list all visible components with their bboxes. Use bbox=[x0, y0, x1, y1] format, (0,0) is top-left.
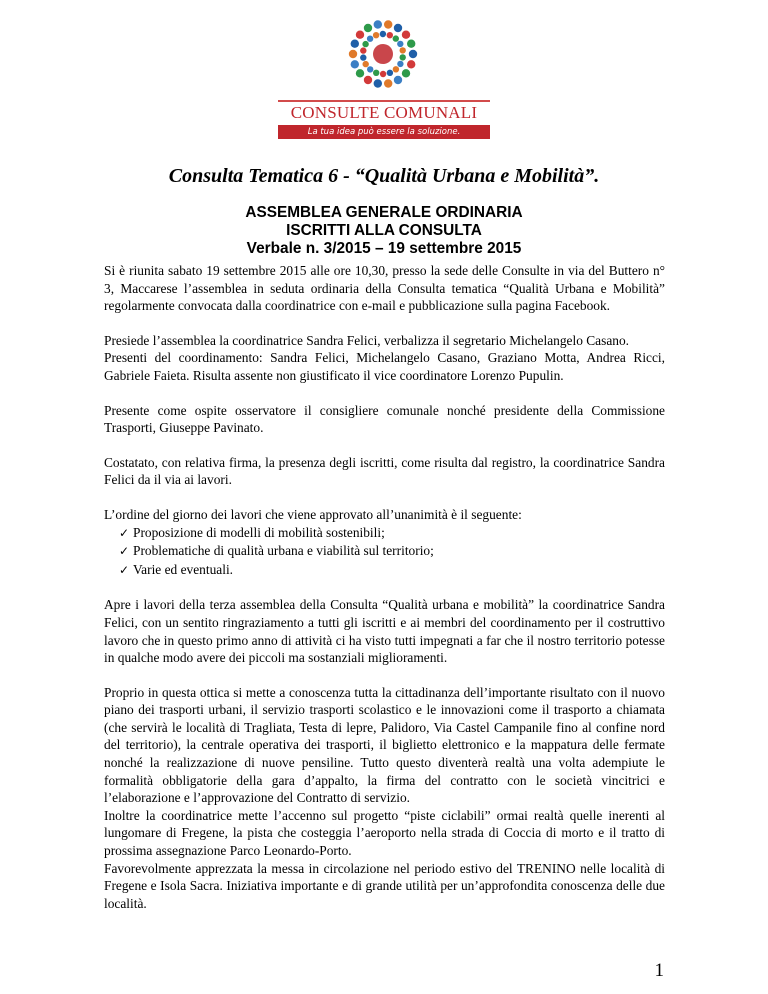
paragraph-meeting-intro: Si è riunita sabato 19 settembre 2015 alle ore 10,30, presso la sede delle Consulte in via del Buttero n° 3, Maccarese l’assemblea in seduta ordinaria della Consulta tematica “Qualità Urbana e Mobilità” regolarmente convocata dalla coordinatrice con e-mail e pubblicazione sulla pagina Facebook. bbox=[104, 263, 665, 314]
agenda-item bbox=[119, 561, 665, 580]
document-title: Consulta Tematica 6 - “Qualità Urbana e Mobilità”. bbox=[168, 165, 600, 187]
agenda-item-text: Varie ed eventuali. bbox=[133, 561, 234, 577]
agenda-item-text: Problematiche di qualità urbana e viabilità sul territorio; bbox=[133, 543, 434, 559]
agenda-item bbox=[119, 542, 665, 561]
agenda-item bbox=[119, 524, 665, 543]
checkmark-icon: ✓ bbox=[119, 525, 130, 540]
agenda-item-text: Proposizione di modelli di mobilità sostenibili; bbox=[133, 524, 385, 540]
agenda-list bbox=[119, 524, 665, 580]
paragraph-agenda-intro: L’ordine del giorno dei lavori che viene approvato all’unanimità è il seguente: bbox=[104, 506, 522, 522]
page-number: 1 bbox=[654, 960, 664, 981]
consulte-comunali-logo-icon bbox=[320, 12, 446, 96]
checkmark-icon: ✓ bbox=[119, 562, 130, 577]
paragraph-trenino: Favorevolmente apprezzata la messa in circolazione nel periodo estivo del TRENINO nelle località di Fregene e Isola Sacra. Iniziativa importante e di grande utilità per un’approfondita conoscenza delle due località. bbox=[104, 860, 665, 911]
paragraph-transport-plan: Proprio in questa ottica si mette a conoscenza tutta la cittadinanza dell’importante risultato con il nuovo piano dei trasporti urbani, il servizio trasporti scolastico e le innovazioni come il trasporto a chiamata (che servirà le località di Tragliata, Testa di lepre, Palidoro, Via Castel Campanile fino al confine nord del territorio), la centrale operativa dei trasporti, il biglietto elettronico e la mappatura delle fermate nonché la realizzazione di nuove pensiline. Tutto questo diventerà realtà una volta adempiute le formalità obbligatorie della gara d’appalto, la firma del contratto con le società vincitrici e l’elaborazione e l’approvazione del Contratto di servizio. bbox=[104, 684, 665, 806]
checkmark-icon: ✓ bbox=[119, 544, 130, 559]
brand-divider bbox=[278, 100, 490, 102]
heading-members: ISCRITTI ALLA CONSULTA bbox=[286, 222, 482, 239]
document-body bbox=[104, 262, 665, 912]
heading-assembly: ASSEMBLEA GENERALE ORDINARIA bbox=[245, 204, 523, 221]
paragraph-chair: Presiede l’assemblea la coordinatrice Sandra Felici, verbalizza il segretario Michelangelo Casano. bbox=[104, 332, 630, 348]
paragraph-thanks: Apre i lavori della terza assemblea della Consulta “Qualità urbana e mobilità” la coordinatrice Sandra Felici, con un sentito ringraziamento a tutti gli iscritti e ai membri del coordinamento per il costruttivo lavoro che in questo primo anno di attività ci ha visto tutti impegnati a far che il nostro territorio potesse in qualche modo avere dei piccoli ma sostanziali miglioramenti. bbox=[104, 597, 665, 666]
brand-tagline: La tua idea può essere la soluzione. bbox=[278, 125, 490, 139]
paragraph-guest: Presente come ospite osservatore il consigliere comunale nonché presidente della Commissione Trasporti, Giuseppe Pavinato. bbox=[104, 402, 665, 436]
brand-name: CONSULTE COMUNALI bbox=[290, 103, 478, 122]
paragraph-attendees: Presenti del coordinamento: Sandra Felici, Michelangelo Casano, Graziano Motta, Andrea Ricci, Gabriele Faieta. Risulta assente non giustificato il vice coordinatore Lorenzo Pupulin. bbox=[104, 350, 665, 383]
heading-minutes-number: Verbale n. 3/2015 – 19 settembre 2015 bbox=[246, 240, 522, 257]
paragraph-bike-lanes: Inoltre la coordinatrice mette l’accenno sul progetto “piste ciclabili” ormai realtà quelle inerenti al lungomare di Fregene, la pista che costeggia l’aeroporto nella strada di Coccia di morto e il tratto di prossima assegnazione Parco Leonardo-Porto. bbox=[104, 807, 665, 859]
paragraph-opening: Costatato, con relativa firma, la presenza degli iscritti, come risulta dal registro, la coordinatrice Sandra Felici da il via ai lavori. bbox=[104, 454, 665, 488]
